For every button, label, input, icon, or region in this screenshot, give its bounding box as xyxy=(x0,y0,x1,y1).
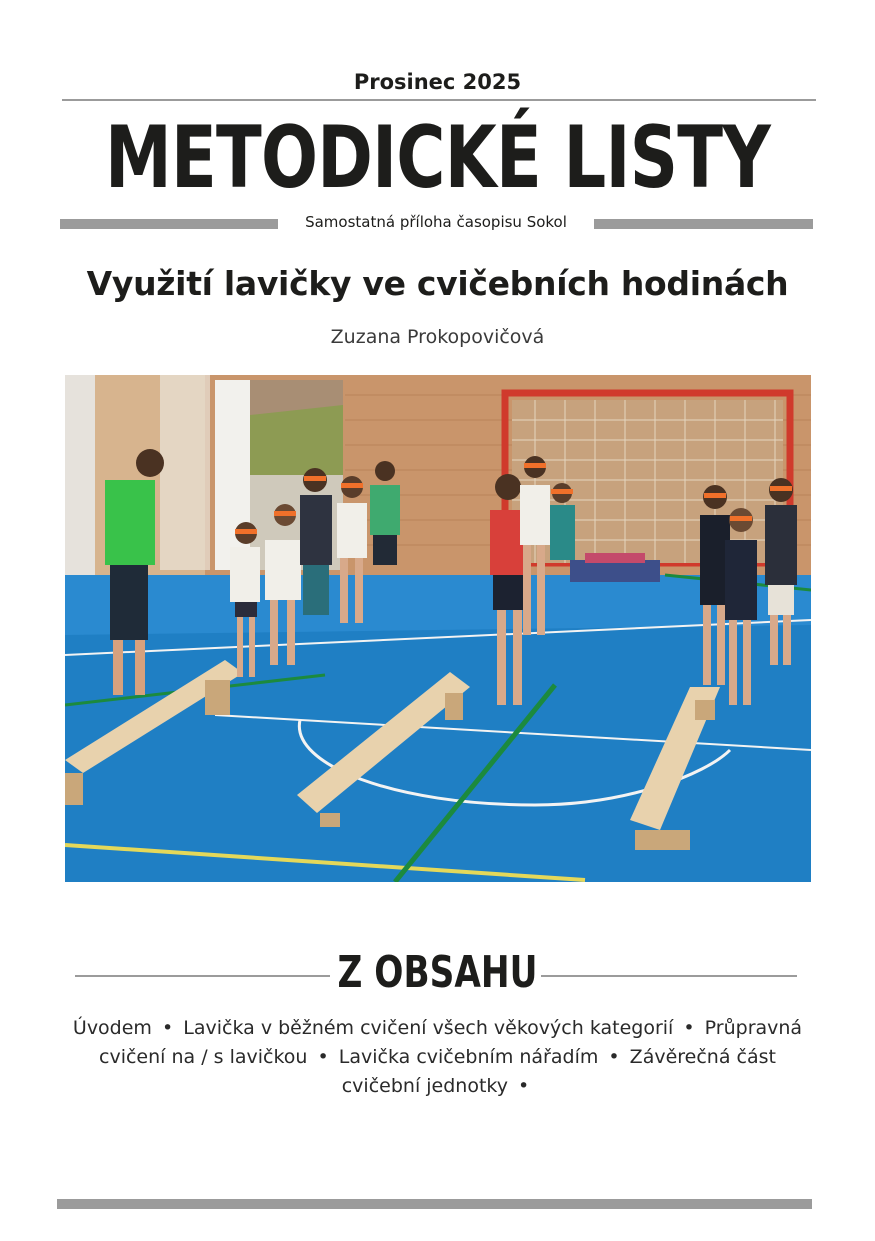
contents-rule-right xyxy=(541,975,797,977)
article-author: Zuzana Prokopovičová xyxy=(330,326,545,348)
contents-item: Lavička cvičebním nářadím xyxy=(338,1046,599,1068)
bullet-separator: • xyxy=(608,1046,620,1068)
contents-item: Úvodem xyxy=(72,1017,152,1039)
bullet-separator: • xyxy=(518,1075,530,1097)
top-rule xyxy=(62,99,816,101)
masthead-title: METODICKÉ LISTY xyxy=(104,108,771,208)
bottom-bar xyxy=(57,1199,812,1209)
contents-item: Závěrečná část cvičební jednotky xyxy=(341,1046,776,1097)
masthead-subtitle: Samostatná příloha časopisu Sokol xyxy=(305,213,567,231)
bullet-separator: • xyxy=(683,1017,695,1039)
contents-heading: Z OBSAHU xyxy=(337,947,538,998)
article-title: Využití lavičky ve cvičebních hodinách xyxy=(86,264,789,303)
gym-photo xyxy=(65,375,811,882)
subtitle-bar-right xyxy=(594,219,813,229)
subtitle-bar-left xyxy=(60,219,278,229)
contents-list xyxy=(70,1014,805,1101)
issue-date: Prosinec 2025 xyxy=(353,70,522,94)
bullet-separator: • xyxy=(162,1017,174,1039)
contents-item: Průpravná cvičení na / s lavičkou xyxy=(99,1017,803,1068)
bullet-separator: • xyxy=(317,1046,329,1068)
contents-item: Lavička v běžném cvičení všech věkových kategorií xyxy=(183,1017,674,1039)
